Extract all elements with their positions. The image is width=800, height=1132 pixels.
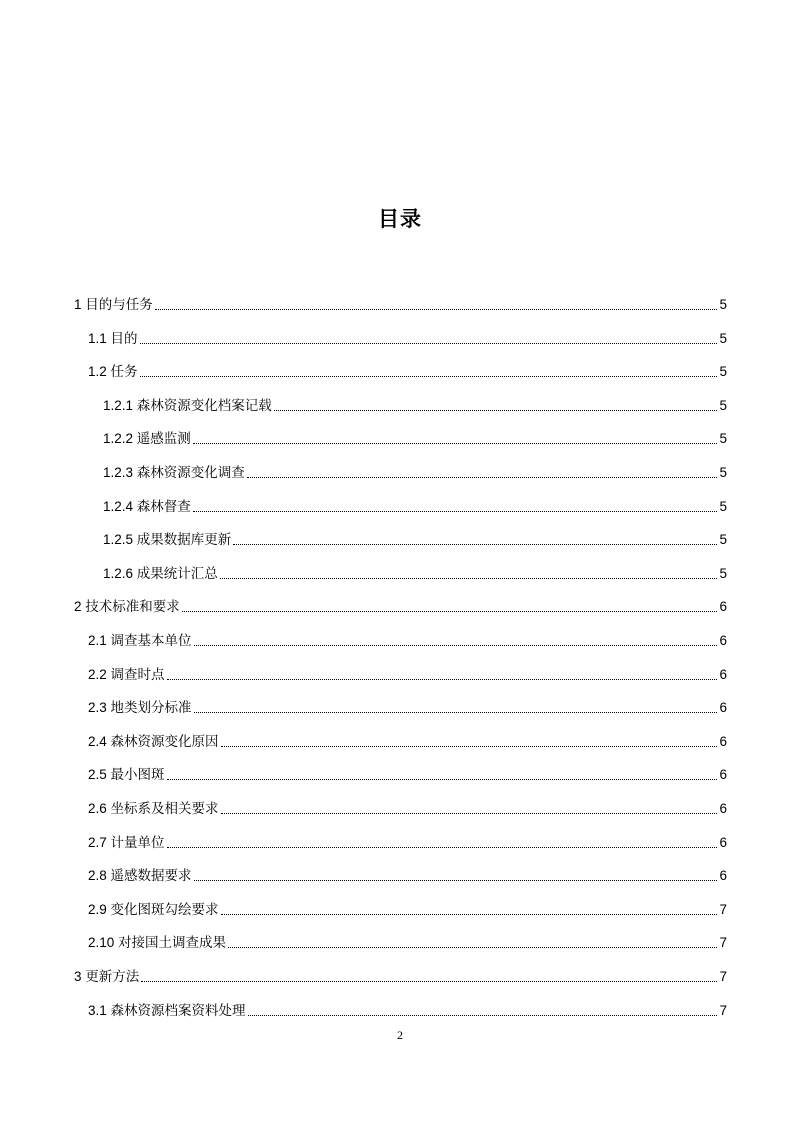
toc-entry-page: 5	[719, 364, 727, 380]
toc-dot-leader	[167, 779, 718, 780]
toc-entry-label: 1.2.3 森林资源变化调查	[103, 465, 245, 480]
toc-entry-page: 6	[719, 599, 727, 615]
toc-dot-leader	[194, 645, 718, 646]
toc-entry-page: 7	[719, 935, 727, 951]
toc-entry-page: 5	[719, 431, 727, 447]
toc-entry-page: 6	[719, 733, 727, 749]
toc-entry-page: 6	[719, 801, 727, 816]
toc-dot-leader	[221, 914, 718, 915]
toc-entry-label: 2.7 计量单位	[88, 834, 165, 850]
toc-entry-label: 2.9 变化图斑勾绘要求	[88, 901, 219, 917]
toc-entry[interactable]	[103, 464, 727, 482]
toc-entry-page: 5	[719, 498, 727, 514]
toc-dot-leader	[228, 947, 717, 948]
toc-entry-page: 7	[719, 1002, 727, 1018]
toc-entry-page: 6	[719, 666, 727, 682]
toc-entry[interactable]	[103, 498, 727, 516]
page-number: 2	[397, 1028, 403, 1042]
toc-entry[interactable]	[88, 766, 727, 784]
toc-entry[interactable]	[74, 598, 727, 616]
toc-dot-leader	[247, 477, 718, 478]
toc-dot-leader	[274, 410, 718, 411]
toc-entry-label: 2.10 对接国土调查成果	[88, 935, 227, 951]
toc-dot-leader	[182, 611, 718, 612]
toc-dot-leader	[167, 847, 718, 848]
toc-entry-page: 5	[719, 330, 727, 346]
toc-dot-leader	[140, 376, 718, 377]
toc-entry[interactable]	[88, 1002, 727, 1020]
toc-entry[interactable]	[88, 330, 727, 348]
toc-dot-leader	[248, 1015, 718, 1016]
toc-entry-page: 7	[719, 901, 727, 917]
toc-dot-leader	[193, 511, 718, 512]
toc-entry[interactable]	[88, 363, 727, 381]
toc-dot-leader	[220, 578, 718, 579]
toc-entry-label: 1.2.6 成果统计汇总	[103, 565, 218, 581]
toc-dot-leader	[193, 443, 718, 444]
toc-entry-label: 2.6 坐标系及相关要求	[88, 801, 219, 816]
toc-entry-label: 2.4 森林资源变化原因	[88, 733, 219, 749]
toc-entry-page: 5	[719, 565, 727, 581]
toc-entry[interactable]	[88, 867, 727, 885]
toc-entry[interactable]	[88, 934, 727, 952]
toc-entry-label: 1.2.5 成果数据库更新	[103, 532, 232, 548]
toc-entry-page: 6	[719, 633, 727, 648]
toc-entry-label: 1.2.4 森林督查	[103, 498, 191, 514]
toc-dot-leader	[221, 746, 718, 747]
toc-entry[interactable]	[88, 733, 727, 751]
toc-entry[interactable]	[88, 800, 727, 818]
toc-entry[interactable]	[103, 565, 727, 583]
toc-dot-leader	[194, 712, 718, 713]
toc-entry[interactable]	[88, 901, 727, 919]
toc-entry[interactable]	[88, 834, 727, 852]
toc-entry-label: 2.1 调查基本单位	[88, 633, 192, 648]
toc-entry[interactable]	[74, 968, 727, 986]
toc-entry[interactable]	[103, 397, 727, 415]
toc-entry[interactable]	[103, 531, 727, 549]
toc-dot-leader	[140, 343, 718, 344]
toc-entry[interactable]	[88, 632, 727, 650]
toc-entry-label: 1.2.1 森林资源变化档案记载	[103, 397, 272, 413]
toc-entry[interactable]	[88, 699, 727, 717]
toc-entry[interactable]	[103, 430, 727, 448]
toc-entry-page: 5	[719, 532, 727, 548]
toc-entry-label: 2.5 最小图斑	[88, 767, 165, 783]
toc-entry-label: 1.2.2 遥感监测	[103, 431, 191, 447]
toc-entry-label: 3 更新方法	[74, 969, 140, 984]
toc-entry-page: 7	[719, 969, 727, 984]
toc-entry-label: 1 目的与任务	[74, 297, 153, 312]
toc-entry-page: 6	[719, 834, 727, 850]
toc-dot-leader	[155, 309, 718, 310]
toc-dot-leader	[167, 679, 718, 680]
toc-entry-page: 5	[719, 465, 727, 480]
toc-entry-label: 2 技术标准和要求	[74, 599, 180, 615]
toc-dot-leader	[141, 981, 717, 982]
toc-dot-leader	[233, 544, 717, 545]
toc-entry-page: 5	[719, 397, 727, 413]
toc-entry-page: 6	[719, 767, 727, 783]
toc-entry-label: 1.1 目的	[88, 330, 138, 346]
toc-dot-leader	[194, 880, 718, 881]
toc-entry-label: 2.3 地类划分标准	[88, 700, 192, 716]
toc-dot-leader	[221, 813, 718, 814]
toc-entry-label: 2.8 遥感数据要求	[88, 868, 192, 884]
toc-entry[interactable]	[88, 666, 727, 684]
toc-entry-label: 3.1 森林资源档案资料处理	[88, 1002, 246, 1018]
toc-entry-page: 5	[719, 297, 727, 312]
page-title: 目录	[378, 208, 422, 231]
toc-entry-page: 6	[719, 868, 727, 884]
toc-entry-label: 2.2 调查时点	[88, 666, 165, 682]
toc-entry-label: 1.2 任务	[88, 364, 138, 380]
toc-entry-page: 6	[719, 700, 727, 716]
toc-entry[interactable]	[74, 296, 727, 314]
